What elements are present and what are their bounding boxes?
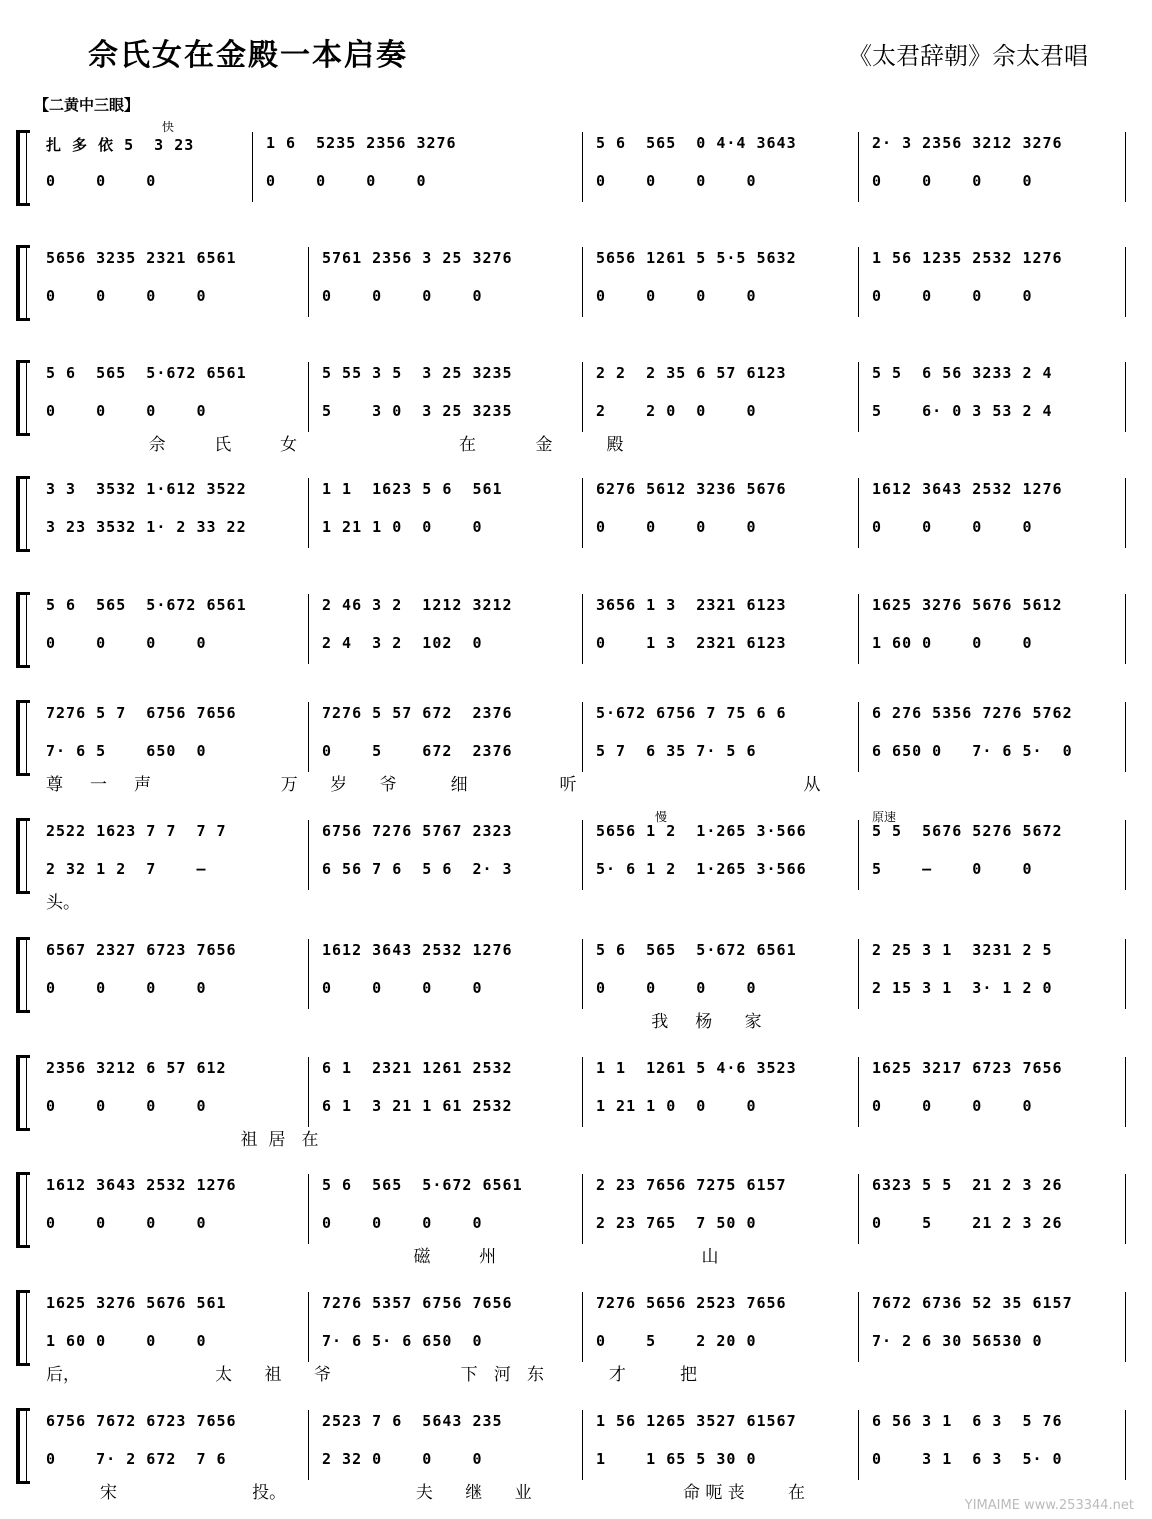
lower-measure: 2 4 3 2 102 0 (322, 634, 483, 652)
upper-measure: 5656 1261 5 5·5 5632 (596, 249, 797, 267)
lower-measure: 1 21 1 0 0 0 (322, 518, 483, 536)
upper-measure: 5 5 6 56 3233 2 4 (872, 364, 1053, 382)
upper-measure: 5 6 565 0 4·4 3643 (596, 134, 797, 152)
lower-measure: 0 0 0 0 (872, 1097, 1033, 1115)
upper-measure: 6756 7672 6723 7656 (46, 1412, 237, 1430)
upper-measure: 6323 5 5 21 2 3 26 (872, 1176, 1063, 1194)
upper-measure: 2 25 3 1 3231 2 5 (872, 941, 1053, 959)
lower-measure: 1 21 1 0 0 0 (596, 1097, 757, 1115)
lower-measure: 5· 6 1 2 1·265 3·566 (596, 860, 807, 878)
upper-measure: 1625 3217 6723 7656 (872, 1059, 1063, 1077)
upper-measure: 1612 3643 2532 1276 (322, 941, 513, 959)
lower-measure: 0 0 0 0 (46, 402, 207, 420)
upper-measure: 2522 1623 7 7 7 7 (46, 822, 227, 840)
upper-measure: 2 23 7656 7275 6157 (596, 1176, 787, 1194)
score-system (16, 1055, 1126, 1150)
lower-measure: 6 1 3 21 1 61 2532 (322, 1097, 513, 1115)
upper-measure: 3656 1 3 2321 6123 (596, 596, 787, 614)
upper-measure: 5 6 565 5·672 6561 (46, 596, 247, 614)
lower-measure: 2 32 1 2 7 — (46, 860, 207, 878)
lower-measure: 6 56 7 6 5 6 2· 3 (322, 860, 513, 878)
barline (858, 939, 859, 1009)
lyric-line: 我 杨 家 (46, 1012, 762, 1032)
lower-measure: 0 0 0 0 (322, 979, 483, 997)
lower-measure: 5 7 6 35 7· 5 6 (596, 742, 757, 760)
upper-measure: 6756 7276 5767 2323 (322, 822, 513, 840)
lower-measure: 0 5 21 2 3 26 (872, 1214, 1063, 1232)
lower-measure: 7· 6 5 650 0 (46, 742, 207, 760)
lower-measure: 7· 2 6 30 56530 0 (872, 1332, 1043, 1350)
lower-measure: 0 7· 2 672 7 6 (46, 1450, 227, 1468)
lower-measure: 0 0 0 0 (596, 979, 757, 997)
lower-measure: 0 0 0 0 (596, 172, 757, 190)
barline (858, 702, 859, 772)
lower-measure: 0 0 0 0 (46, 634, 207, 652)
upper-measure: 1625 3276 5676 561 (46, 1294, 227, 1312)
system-bracket (16, 592, 30, 668)
upper-measure: 1612 3643 2532 1276 (872, 480, 1063, 498)
barline-end (1125, 1292, 1126, 1362)
upper-measure: 6567 2327 6723 7656 (46, 941, 237, 959)
barline (308, 247, 309, 317)
upper-measure: 7276 5 7 6756 7656 (46, 704, 237, 722)
barline (858, 1410, 859, 1480)
barline (858, 594, 859, 664)
score-system (16, 818, 1126, 913)
lyric-line: 祖 居 在 (46, 1130, 319, 1150)
upper-measure: 1 56 1265 3527 61567 (596, 1412, 797, 1430)
system-bracket (16, 360, 30, 436)
system-bracket (16, 476, 30, 552)
upper-measure: 5656 3235 2321 6561 (46, 249, 237, 267)
system-bracket (16, 937, 30, 1013)
tempo-mark-yuansu: 原速 (872, 810, 897, 824)
barline (308, 594, 309, 664)
barline (582, 939, 583, 1009)
barline (858, 1057, 859, 1127)
upper-measure: 1 1 1261 5 4·6 3523 (596, 1059, 797, 1077)
lower-measure: 1 1 65 5 30 0 (596, 1450, 757, 1468)
score-system (16, 700, 1126, 795)
barline (308, 1292, 309, 1362)
system-bracket (16, 700, 30, 776)
upper-measure: 5 55 3 5 3 25 3235 (322, 364, 513, 382)
score-system (16, 476, 1126, 566)
barline-end (1125, 702, 1126, 772)
barline (308, 1174, 309, 1244)
score-system (16, 1290, 1126, 1385)
score-system (16, 592, 1126, 682)
barline (582, 1410, 583, 1480)
lower-measure: 0 5 672 2376 (322, 742, 513, 760)
lower-measure: 2 2 0 0 0 (596, 402, 757, 420)
barline (582, 1057, 583, 1127)
lower-measure: 0 1 3 2321 6123 (596, 634, 787, 652)
score-system (16, 1172, 1126, 1267)
upper-measure: 1612 3643 2532 1276 (46, 1176, 237, 1194)
barline (582, 1292, 583, 1362)
lower-measure: 3 23 3532 1· 2 33 22 (46, 518, 247, 536)
barline (582, 362, 583, 432)
score-system (16, 1408, 1126, 1503)
barline-end (1125, 939, 1126, 1009)
score-system (16, 245, 1126, 335)
upper-measure: 6 56 3 1 6 3 5 76 (872, 1412, 1063, 1430)
lower-measure: 1 60 0 0 0 (46, 1332, 207, 1350)
upper-measure: 5 6 565 5·672 6561 (46, 364, 247, 382)
barline (582, 1174, 583, 1244)
system-bracket (16, 818, 30, 894)
system-bracket (16, 1055, 30, 1131)
upper-measure: 1625 3276 5676 5612 (872, 596, 1063, 614)
tempo-mark-kuai: 快 (162, 120, 175, 134)
upper-measure: 6 276 5356 7276 5762 (872, 704, 1073, 722)
upper-measure: 2523 7 6 5643 235 (322, 1412, 503, 1430)
lower-measure: 0 0 0 0 (872, 287, 1033, 305)
barline (252, 132, 253, 202)
barline (858, 1292, 859, 1362)
barline-end (1125, 820, 1126, 890)
barline (858, 132, 859, 202)
barline (308, 702, 309, 772)
barline (858, 820, 859, 890)
barline-end (1125, 132, 1126, 202)
lower-measure: 5 — 0 0 (872, 860, 1033, 878)
barline-end (1125, 1057, 1126, 1127)
lower-measure: 0 0 0 0 (596, 287, 757, 305)
barline (582, 702, 583, 772)
lower-measure: 2 15 3 1 3· 1 2 0 (872, 979, 1053, 997)
lower-measure: 0 0 0 0 (46, 287, 207, 305)
barline (582, 247, 583, 317)
lower-measure: 0 3 1 6 3 5· 0 (872, 1450, 1063, 1468)
lower-measure: 2 32 0 0 0 (322, 1450, 483, 1468)
upper-measure: 2· 3 2356 3212 3276 (872, 134, 1063, 152)
lower-measure: 0 0 0 0 (322, 1214, 483, 1232)
page-title: 佘氏女在金殿一本启奏 (88, 38, 408, 73)
barline-end (1125, 1174, 1126, 1244)
score-system (16, 937, 1126, 1032)
upper-measure: 6 1 2321 1261 2532 (322, 1059, 513, 1077)
tempo-mark-man: 慢 (655, 810, 668, 824)
system-bracket (16, 130, 30, 206)
barline (308, 820, 309, 890)
lower-measure: 5 3 0 3 25 3235 (322, 402, 513, 420)
upper-measure: 2 46 3 2 1212 3212 (322, 596, 513, 614)
upper-measure: 6276 5612 3236 5676 (596, 480, 787, 498)
barline (308, 939, 309, 1009)
upper-measure: 2 2 2 35 6 57 6123 (596, 364, 787, 382)
upper-measure: 5 6 565 5·672 6561 (322, 1176, 523, 1194)
lower-measure: 0 0 0 0 (872, 172, 1033, 190)
upper-measure: 5761 2356 3 25 3276 (322, 249, 513, 267)
score-system (16, 130, 1126, 220)
barline (308, 478, 309, 548)
lower-measure: 0 0 0 0 (266, 172, 427, 190)
lower-measure: 0 0 0 (46, 172, 157, 190)
lyric-line: 磁 州 山 (46, 1247, 719, 1267)
lower-measure: 6 650 0 7· 6 5· 0 (872, 742, 1073, 760)
barline (858, 362, 859, 432)
lower-measure: 0 5 2 20 0 (596, 1332, 757, 1350)
lower-measure: 1 60 0 0 0 (872, 634, 1033, 652)
lyric-line: 宋 投。 夫 继 业 命 呃 丧 在 (46, 1483, 806, 1503)
lyric-line: 尊 一 声 万 岁 爷 细 听 从 (46, 775, 821, 795)
barline-end (1125, 1410, 1126, 1480)
lower-measure: 0 0 0 0 (872, 518, 1033, 536)
upper-measure: 1 6 5235 2356 3276 (266, 134, 457, 152)
upper-measure: 1 56 1235 2532 1276 (872, 249, 1063, 267)
upper-measure: 5 5 5676 5276 5672 (872, 822, 1063, 840)
upper-measure: 扎 多 依 5 3 23 (46, 136, 195, 154)
upper-measure: 5656 1 2 1·265 3·566 (596, 822, 807, 840)
upper-measure: 7276 5357 6756 7656 (322, 1294, 513, 1312)
page-subtitle: 《太君辞朝》佘太君唱 (848, 42, 1088, 70)
lyric-line: 后， 太 祖 爷 下 河 东 才 把 (46, 1365, 697, 1385)
lower-measure: 0 0 0 0 (46, 1097, 207, 1115)
upper-measure: 7276 5 57 672 2376 (322, 704, 513, 722)
upper-measure: 1 1 1623 5 6 561 (322, 480, 503, 498)
system-bracket (16, 245, 30, 321)
tempo-mark: 【二黄中三眼】 (34, 96, 140, 114)
upper-measure: 7672 6736 52 35 6157 (872, 1294, 1073, 1312)
lower-measure: 2 23 765 7 50 0 (596, 1214, 757, 1232)
upper-measure: 3 3 3532 1·612 3522 (46, 480, 247, 498)
barline (582, 478, 583, 548)
lower-measure: 0 0 0 0 (596, 518, 757, 536)
lower-measure: 5 6· 0 3 53 2 4 (872, 402, 1053, 420)
upper-measure: 2356 3212 6 57 612 (46, 1059, 227, 1077)
system-bracket (16, 1408, 30, 1484)
score-system (16, 360, 1126, 455)
upper-measure: 5 6 565 5·672 6561 (596, 941, 797, 959)
lower-measure: 0 0 0 0 (46, 1214, 207, 1232)
barline (308, 1057, 309, 1127)
barline (582, 594, 583, 664)
barline-end (1125, 247, 1126, 317)
barline-end (1125, 362, 1126, 432)
barline (582, 820, 583, 890)
barline (858, 247, 859, 317)
system-bracket (16, 1172, 30, 1248)
barline (582, 132, 583, 202)
barline (858, 478, 859, 548)
upper-measure: 7276 5656 2523 7656 (596, 1294, 787, 1312)
lyric-line: 头。 (46, 893, 80, 913)
lyric-line: 佘 氏 女 在 金 殿 (46, 435, 624, 455)
barline (308, 1410, 309, 1480)
barline-end (1125, 478, 1126, 548)
upper-measure: 5·672 6756 7 75 6 6 (596, 704, 787, 722)
system-bracket (16, 1290, 30, 1366)
lower-measure: 0 0 0 0 (46, 979, 207, 997)
barline-end (1125, 594, 1126, 664)
barline (858, 1174, 859, 1244)
watermark: YIMAIME www.253344.net (964, 1498, 1134, 1513)
barline (308, 362, 309, 432)
lower-measure: 0 0 0 0 (322, 287, 483, 305)
lower-measure: 7· 6 5· 6 650 0 (322, 1332, 483, 1350)
